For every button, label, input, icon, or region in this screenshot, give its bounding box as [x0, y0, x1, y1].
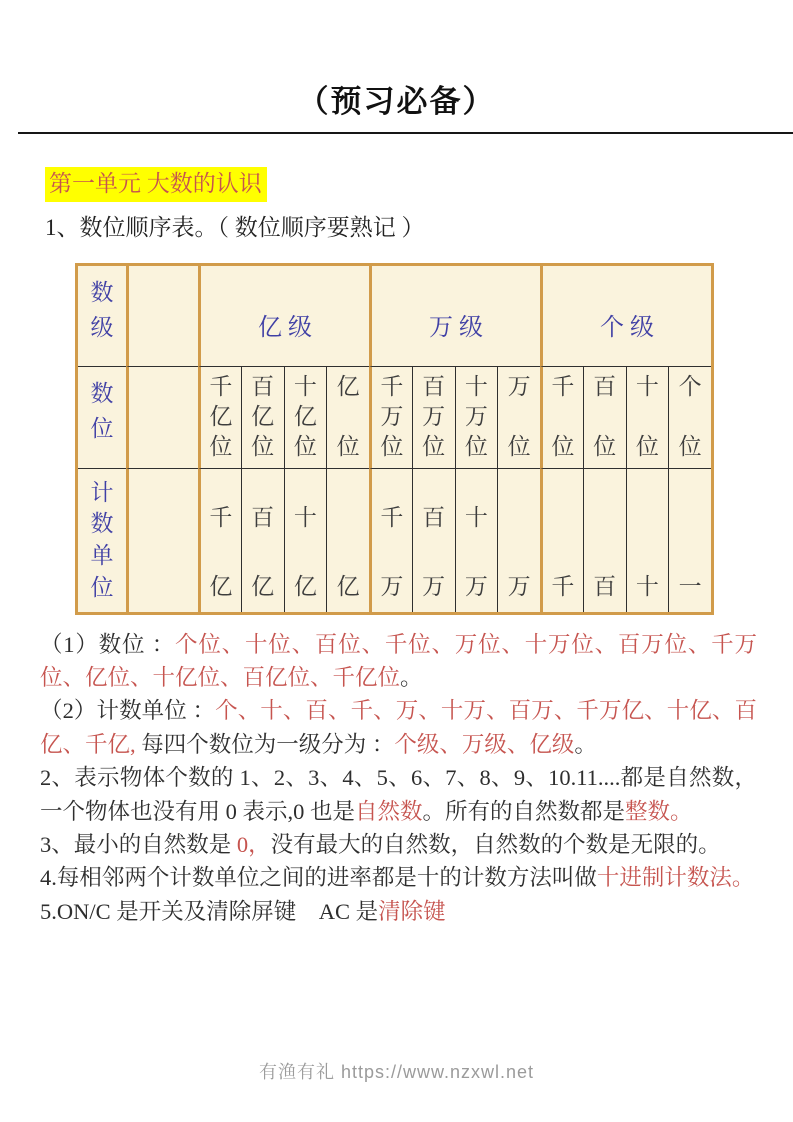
text-segment: 。所有的自然数都是 — [422, 798, 626, 824]
paragraph — [40, 828, 757, 861]
section-heading: 第一单元 大数的认识 — [45, 167, 267, 202]
table-digit-cell: 个 位 — [668, 366, 711, 468]
section-subheading: 1、数位顺序表。（ 数位顺序要熟记 ） — [45, 214, 425, 240]
table-unit-cell: 千 万 — [369, 468, 412, 612]
text-segment: 每四个数位为一级分为 ： — [135, 731, 395, 757]
paragraph — [40, 861, 757, 894]
text-segment: 0， — [236, 832, 271, 858]
table-unit-cell: 千 — [540, 468, 583, 612]
table-unit-cell: 一 — [668, 468, 711, 612]
text-segment: 个级、万级、亿级 — [394, 731, 575, 757]
text-segment: 个位、十位、百位、千位、万位、十万位、百万位、千万位、亿位、十亿位、百亿位、千亿位 — [40, 631, 757, 690]
table-group-header: 亿 级 — [198, 266, 369, 366]
table-group-header: 万 级 — [369, 266, 540, 366]
table-unit-cell: 十 亿 — [284, 468, 327, 612]
text-segment: 十进制计数法。 — [596, 865, 755, 891]
paragraph — [40, 694, 757, 761]
table-digit-cell: 十 亿 位 — [284, 366, 327, 468]
table-unit-cell: 千 亿 — [198, 468, 241, 612]
table-digit-cell: 千 位 — [540, 366, 583, 468]
table-group-header: 个 级 — [540, 266, 711, 366]
table-unit-cell: 亿 — [326, 468, 369, 612]
text-segment: 2、表示物体个数的 1、2、3、4、5、6、7、8、9、10.11....都是自然数，一个物体也没有用 0 表示,0 也是 — [40, 765, 757, 824]
table-unit-cell: 十 — [626, 468, 669, 612]
text-segment: 。 — [574, 731, 597, 757]
table-digit-cell: 亿 位 — [326, 366, 369, 468]
table-unit-cell: 百 万 — [412, 468, 455, 612]
table-digit-cell: 十 万 位 — [455, 366, 498, 468]
footer-watermark: 有渔有礼 https://www.nzxwl.net — [258, 1062, 535, 1082]
paragraph — [40, 761, 757, 828]
text-segment: （1）数位 ： — [40, 631, 176, 657]
table-row-label: 数 级 — [90, 279, 114, 341]
table-empty-cell — [126, 468, 198, 612]
text-segment: 个、十、百、千、万、十万、百万、千万亿、十亿、百亿、千亿, — [40, 698, 757, 757]
table-empty-cell — [126, 366, 198, 468]
text-segment: 5.ON/C 是开关及清除屏键 AC 是 — [40, 898, 379, 924]
table-empty-cell — [126, 266, 198, 366]
table-row-label: 数 位 — [78, 366, 126, 468]
text-segment: 没有最大的自然数，自然数的个数是无限的。 — [270, 832, 721, 858]
text-segment: 。 — [400, 665, 423, 690]
table-unit-cell: 百 — [583, 468, 626, 612]
text-segment: 3、最小的自然数是 — [40, 832, 237, 858]
page-title: （预习必备） — [297, 84, 496, 119]
table-digit-cell: 百 万 位 — [412, 366, 455, 468]
table-digit-cell: 百 位 — [583, 366, 626, 468]
text-segment: 自然数 — [355, 798, 423, 824]
text-segment: 清除键 — [378, 898, 446, 924]
text-segment: 整数。 — [625, 798, 693, 824]
table-unit-cell: 百 亿 — [241, 468, 284, 612]
table-digit-cell: 十 位 — [626, 366, 669, 468]
table-digit-cell: 万 位 — [497, 366, 540, 468]
table-digit-cell: 千 万 位 — [369, 366, 412, 468]
paragraph — [40, 628, 757, 695]
paragraph — [40, 895, 757, 928]
place-value-table — [75, 263, 714, 615]
table-unit-cell: 十 万 — [455, 468, 498, 612]
table-digit-cell: 千 亿 位 — [198, 366, 241, 468]
table-row-label: 计 数 单 位 — [78, 468, 126, 612]
table-unit-cell: 万 — [497, 468, 540, 612]
text-segment: （2）计数单位 ： — [40, 698, 216, 724]
table-digit-cell: 百 亿 位 — [241, 366, 284, 468]
text-segment: 4.每相邻两个计数单位之间的进率都是十的计数方法叫做 — [40, 865, 597, 891]
notes — [40, 628, 757, 929]
